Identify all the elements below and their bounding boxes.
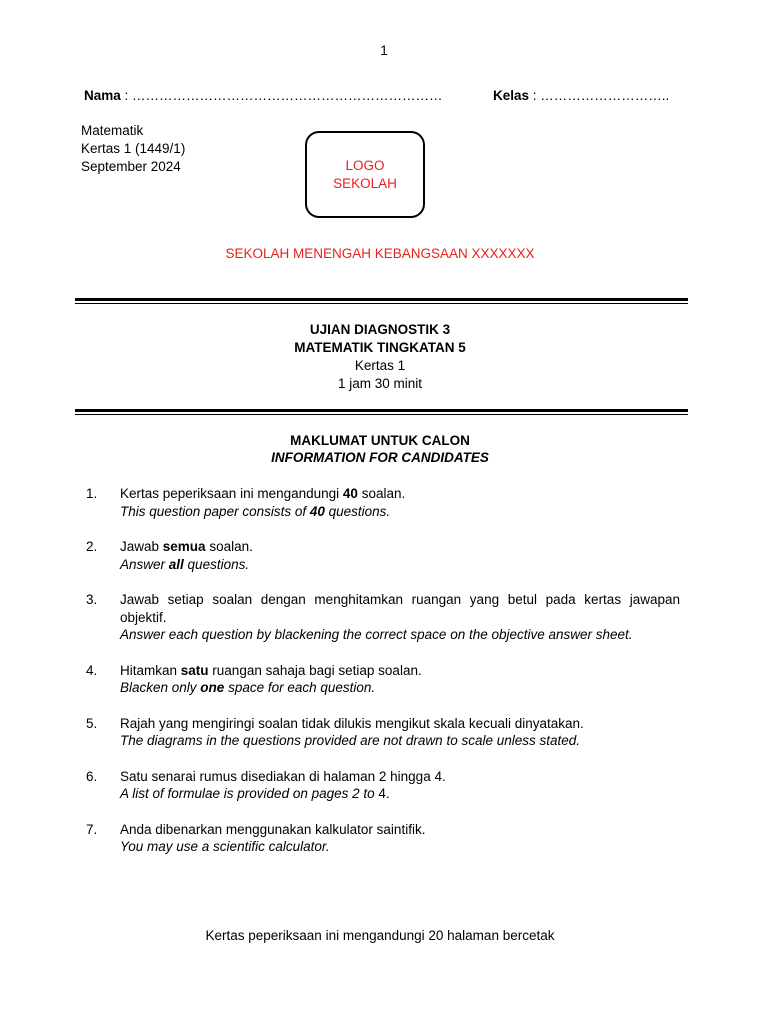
school-name: SEKOLAH MENENGAH KEBANGSAAN XXXXXXX: [225, 246, 535, 261]
name-dots: ……………………………………………………………: [132, 88, 443, 103]
list-item: 4. Hitamkan satu ruangan sahaja bagi setiap soalan. Blacken only one space for each question.: [86, 662, 422, 695]
exam-subject: MATEMATIK TINGKATAN 5: [294, 340, 466, 355]
list-item: 6. Satu senarai rumus disediakan di halaman 2 hingga 4. A list of formulae is provided on pages 2 to 4.: [86, 768, 446, 801]
list-item: 2. Jawab semua soalan. Answer all questions.: [86, 539, 253, 572]
list-item: 3. Jawab setiap soalan dengan menghitamkan ruangan yang betul pada kertas jawapan objektif. Answer each question by blackening the correct space on the objective answer sheet.: [86, 592, 680, 642]
name-field: Nama : ……………………………………………………………: [84, 88, 443, 103]
exam-title: UJIAN DIAGNOSTIK 3: [309, 322, 451, 337]
instruction-list: [86, 485, 680, 874]
list-item: 5. Rajah yang mengiringi soalan tidak dilukis mengikut skala kecuali dinyatakan. The diagrams in the questions provided are not drawn to scale unless stated.: [86, 715, 584, 748]
school-logo-placeholder: LOGO SEKOLAH: [305, 131, 425, 218]
top-divider: [75, 298, 688, 304]
paper-code: Kertas 1 (1449/1): [81, 141, 186, 156]
exam-title-block: [0, 321, 760, 393]
list-item: 7. Anda dibenarkan menggunakan kalkulator saintifik. You may use a scientific calculator.: [86, 821, 426, 854]
paper-meta: [81, 122, 185, 176]
class-dots: ………………………..: [540, 88, 670, 103]
info-heading-en: INFORMATION FOR CANDIDATES: [271, 450, 489, 465]
subject: Matematik: [81, 123, 144, 138]
bottom-divider: [75, 409, 688, 415]
name-label: Nama: [84, 88, 121, 103]
info-heading-ms: MAKLUMAT UNTUK CALON: [290, 433, 470, 448]
class-field: Kelas : ………………………..: [493, 88, 670, 103]
exam-date: September 2024: [81, 159, 181, 174]
exam-duration: 1 jam 30 minit: [337, 376, 423, 391]
class-label: Kelas: [493, 88, 530, 103]
page-number: 1: [380, 43, 388, 58]
exam-paper: Kertas 1: [354, 358, 406, 373]
list-item: 1. Kertas peperiksaan ini mengandungi 40 soalan. This question paper consists of 40 questions.: [86, 486, 406, 519]
info-heading: [0, 432, 760, 466]
page-count-note: Kertas peperiksaan ini mengandungi 20 halaman bercetak: [205, 928, 555, 943]
